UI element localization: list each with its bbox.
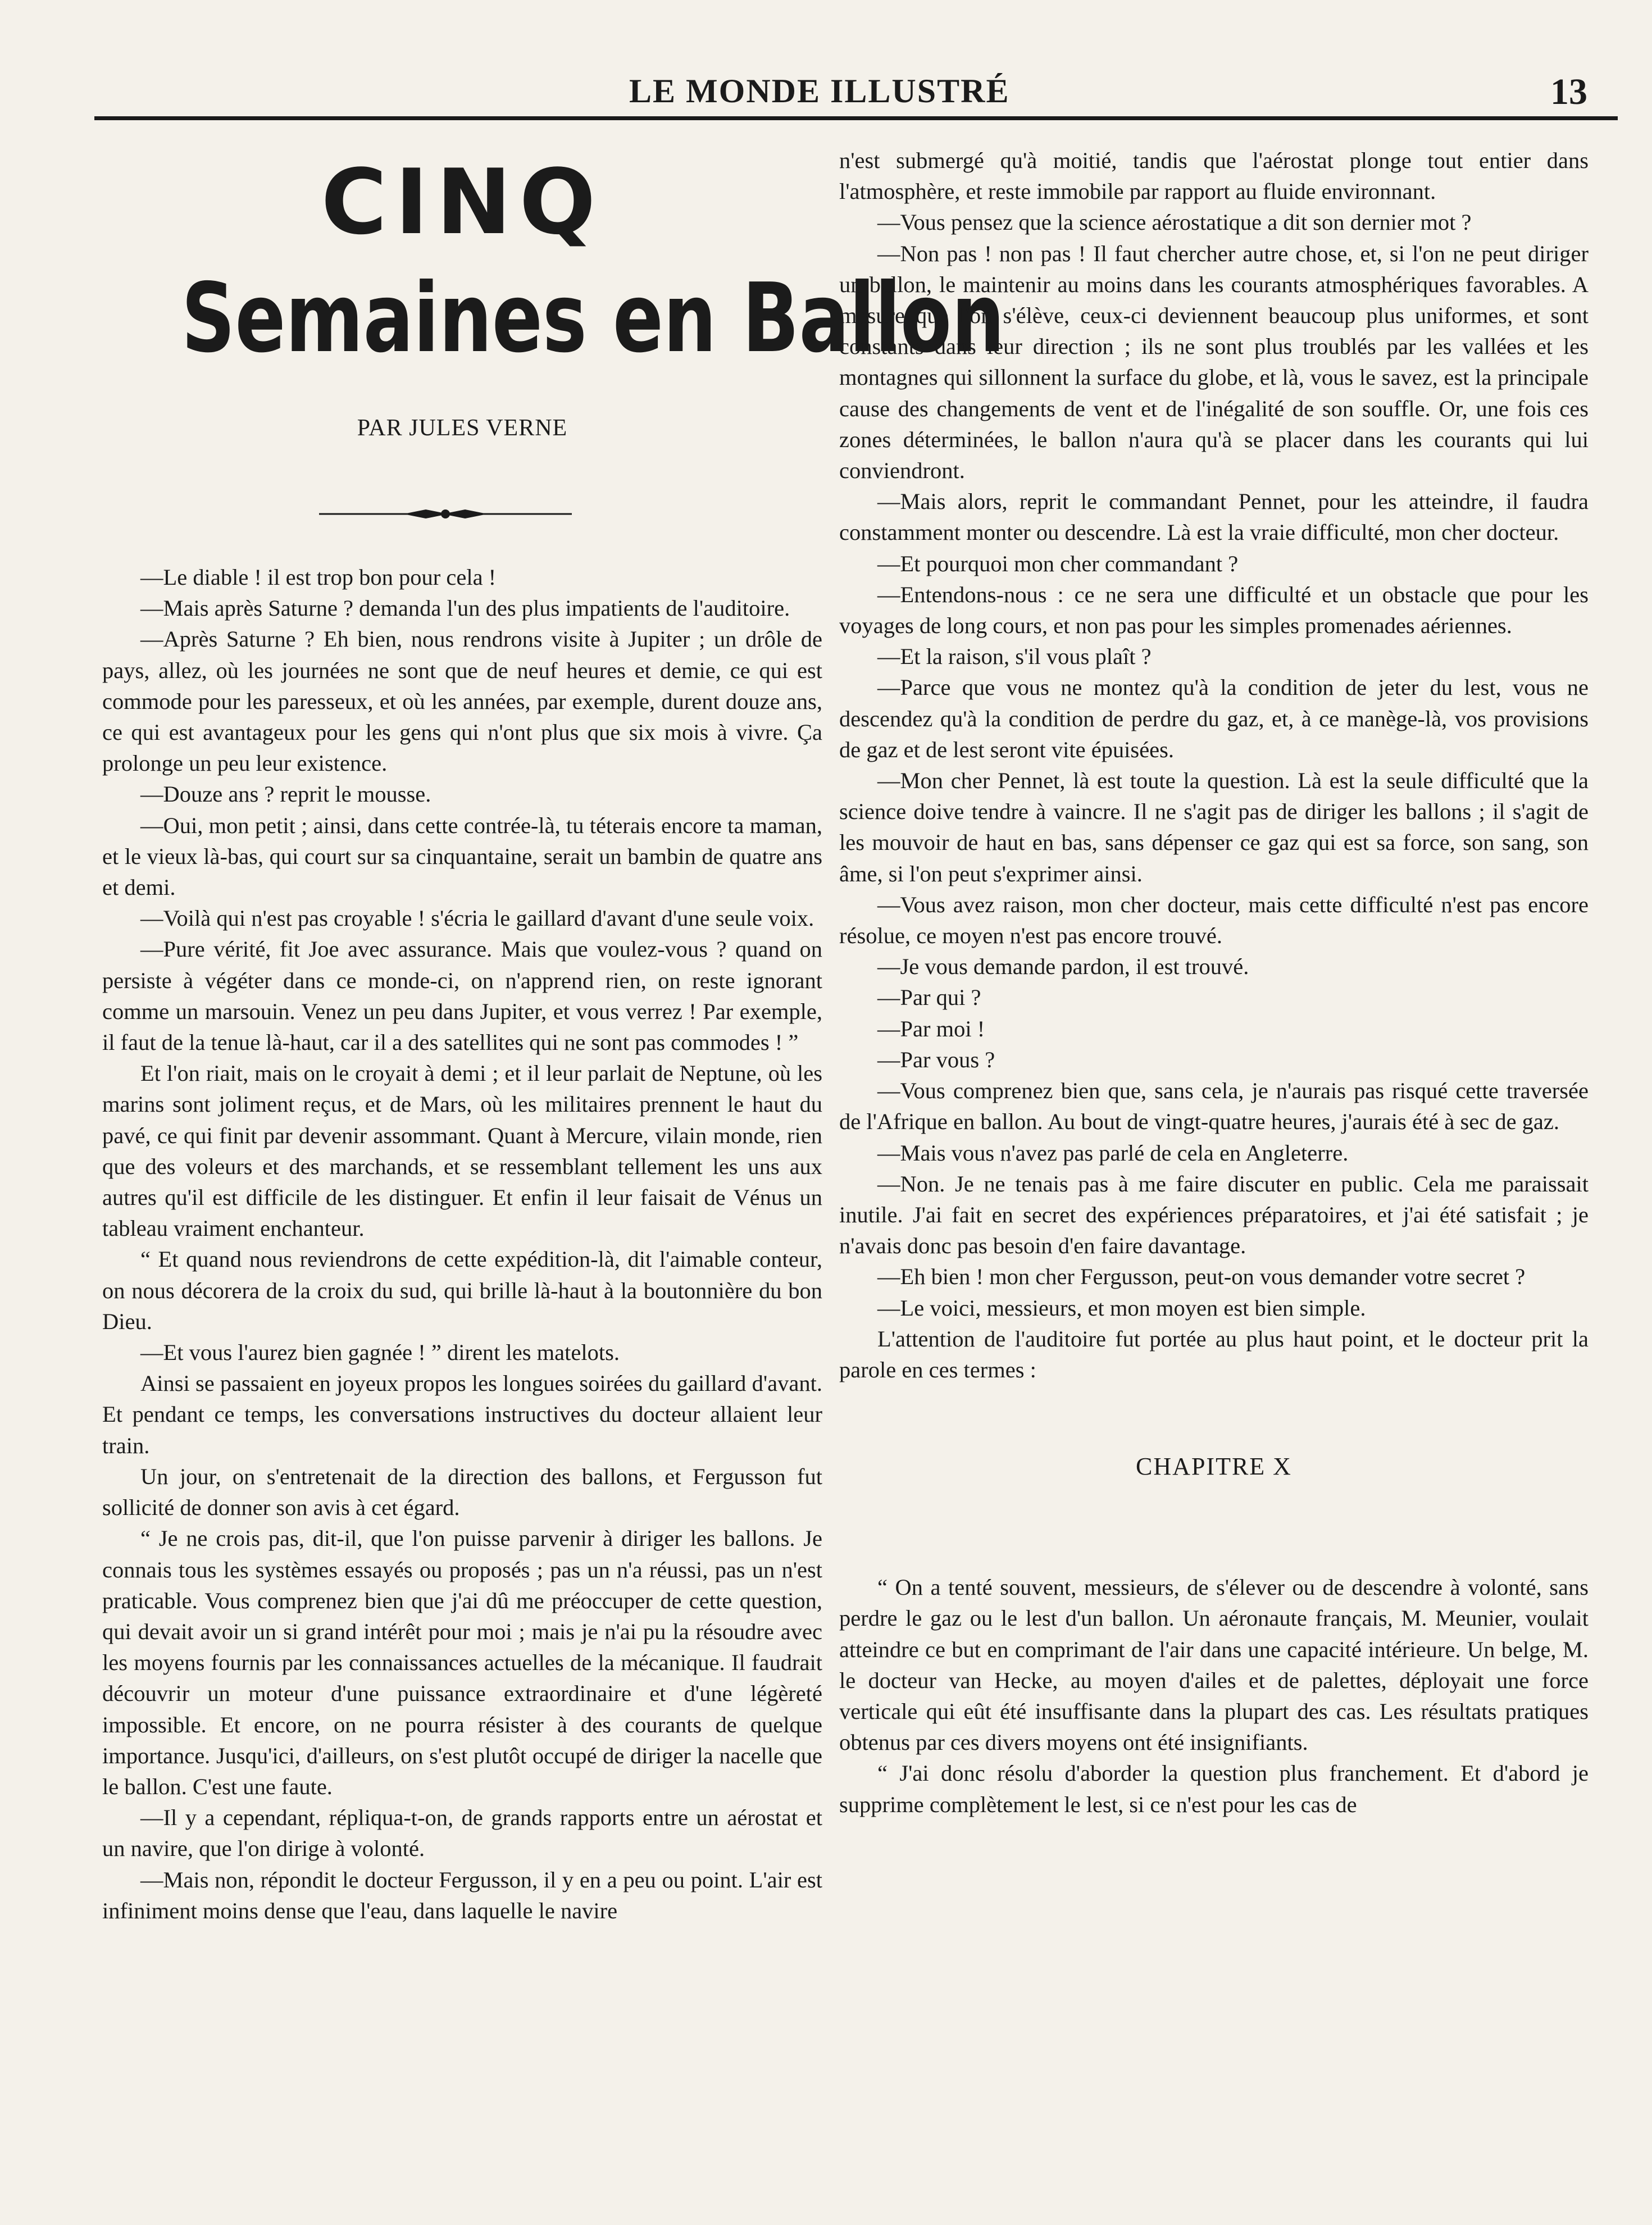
paragraph: Et l'on riait, mais on le croyait à demi ; et il leur parlait de Neptune, où les marins sont joliment reçus, et de Mars, où les militaires prennent le haut du pavé, ce qui finit par devenir assommant. Quant à Mercure, vilain monde, rien que des voleurs et des marchands, et se ressemblant tellement les uns aux autres qu'il est difficile de les distinguer. Et enfin il leur faisait de Vénus un tableau vraiment enchanteur.	[102, 1061, 822, 1241]
left-column-text	[102, 562, 822, 1926]
title-line-main: Semaines en Ballon	[181, 263, 1005, 374]
paragraph: n'est submergé qu'à moitié, tandis que l'aérostat plonge tout entier dans l'atmosphère, et reste immobile par rapport au fluide environnant.	[839, 148, 1589, 204]
paragraph: —Parce que vous ne montez qu'à la condition de jeter du lest, vous ne descendez qu'à la condition de perdre du gaz, et, à ce manège-là, vos provisions de gaz et de lest seront vite épuisées.	[839, 675, 1589, 762]
paragraph: “ Je ne crois pas, dit-il, que l'on puisse parvenir à diriger les ballons. Je connais tous les systèmes essayés ou proposés ; pas un n'a réussi, pas un n'est praticable. Vous comprenez bien que j'ai dû me préoccuper de cette question, qui devait avoir un si grand intérêt pour moi ; mais je n'ai pu la résoudre avec les moyens fournis par les connaissances actuelles de la mécanique. Il faudrait découvrir un moteur d'une puissance extraordinaire et d'une légèreté impossible. Et encore, on ne pourra résister à des courants de quelque importance. Jusqu'ici, d'ailleurs, on s'est plutôt occupé de diriger la nacelle que le ballon. C'est une faute.	[102, 1526, 822, 1799]
paragraph: —Vous pensez que la science aérostatique a dit son dernier mot ?	[877, 210, 1472, 235]
paragraph: —Il y a cependant, répliqua-t-on, de grands rapports entre un aérostat et un navire, que l'on dirige à volonté.	[102, 1805, 822, 1862]
paragraph: Un jour, on s'entretenait de la direction des ballons, et Fergusson fut sollicité de donner son avis à cet égard.	[102, 1463, 822, 1521]
paragraph: —Douze ans ? reprit le mousse.	[140, 781, 431, 807]
byline: PAR JULES VERNE	[357, 415, 568, 441]
paragraph: —Mais non, répondit le docteur Fergusson, il y en a peu ou point. L'air est infiniment moins dense que l'eau, dans laquelle le navire	[102, 1867, 822, 1923]
paragraph: —Non pas ! non pas ! Il faut chercher autre chose, et, si l'on ne peut diriger un ballon, le maintenir au moins dans les courants atmosphériques favorables. A mesure que l'on s'élève, ceux-ci deviennent beaucoup plus uniformes, et sont constants dans leur direction ; ils ne sont plus troublés par les vallées et les montagnes qui sillonnent la surface du globe, et là, vous le savez, est la principale cause des changements de vent et de l'inégalité de son souffle. Or, une fois ces zones déterminées, le ballon n'aura qu'à se placer dans les courants qui lui conviendront.	[839, 240, 1589, 484]
paragraph: —Et pourquoi mon cher commandant ?	[877, 550, 1239, 576]
paragraph: “ On a tenté souvent, messieurs, de s'élever ou de descendre à volonté, sans perdre le gaz ou le lest d'un ballon. Un aéronaute français, M. Meunier, voulait atteindre ce but en comprimant de l'air dans une capacité intérieure. Un belge, M. le docteur van Hecke, au moyen d'ailes et de palettes, déployait une force verticale qui eût été insuffisante dans la plupart des cas. Les résultats pratiques obtenus par ces divers moyens ont été insignifiants.	[839, 1575, 1589, 1755]
paragraph: —Mais alors, reprit le commandant Pennet, pour les atteindre, il faudra constamment monter ou descendre. Là est la vraie difficulté, mon cher docteur.	[839, 489, 1589, 545]
paragraph: —Entendons-nous : ce ne sera une difficulté et un obstacle que pour les voyages de long cours, et non pas pour les simples promenades aériennes.	[839, 581, 1589, 639]
chapter-title: CHAPITRE X	[1136, 1453, 1292, 1481]
page-number: 13	[1550, 71, 1587, 112]
paragraph: L'attention de l'auditoire fut portée au plus haut point, et le docteur prit la parole en ces termes :	[839, 1326, 1589, 1382]
paragraph: —Eh bien ! mon cher Fergusson, peut-on vous demander votre secret ?	[877, 1264, 1526, 1290]
paragraph: —Je vous demande pardon, il est trouvé.	[877, 954, 1249, 980]
paragraph: “ J'ai donc résolu d'aborder la question plus franchement. Et d'abord je supprime complètement le lest, si ce n'est pour les cas de	[839, 1760, 1589, 1817]
paragraph: —Mon cher Pennet, là est toute la question. Là est la seule difficulté que la science doive tendre à vaincre. Il ne s'agit pas de diriger les ballons ; il s'agit de les mouvoir de haut en bas, sans dépenser ce gaz qui est sa force, son sang, son âme, si l'on peut s'exprimer ainsi.	[839, 768, 1589, 886]
right-column-text	[839, 145, 1589, 1820]
journal-title: LE MONDE ILLUSTRÉ	[629, 72, 1010, 110]
chapter-spacer	[839, 1385, 1589, 1448]
paragraph: —Pure vérité, fit Joe avec assurance. Mais que voulez-vous ? quand on persiste à végéter dans ce monde-ci, on n'apprend rien, on reste ignorant comme un marsouin. Venez un peu dans Jupiter, et vous verrez ! Par exemple, il faut de la tenue là-haut, car il a des satellites qui ne sont pas commodes ! ”	[102, 936, 822, 1055]
paragraph: —Par moi !	[877, 1016, 985, 1041]
paragraph: —Vous avez raison, mon cher docteur, mais cette difficulté n'est pas encore résolue, ce moyen n'est pas encore trouvé.	[839, 891, 1589, 949]
paragraph: —Oui, mon petit ; ainsi, dans cette contrée-là, tu téterais encore ta maman, et le vieux là-bas, qui court sur sa cinquantaine, serait un bambin de quatre ans et demi.	[102, 812, 822, 900]
paragraph: Ainsi se passaient en joyeux propos les longues soirées du gaillard d'avant. Et pendant ce temps, les conversations instructives du docteur allaient leur train.	[102, 1371, 822, 1458]
paragraph: —Le diable ! il est trop bon pour cela !	[140, 565, 497, 590]
paragraph: —Et vous l'aurez bien gagnée ! ” dirent les matelots.	[140, 1340, 620, 1366]
paragraph: —Non. Je ne tenais pas à me faire discuter en public. Cela me paraissait inutile. J'ai fait en secret des expériences préparatoires, et j'ai été satisfait ; je n'avais donc pas besoin d'en faire davantage.	[839, 1171, 1589, 1259]
paragraph: —Voilà qui n'est pas croyable ! s'écria le gaillard d'avant d'une seule voix.	[140, 906, 814, 931]
paragraph: “ Et quand nous reviendrons de cette expédition-là, dit l'aimable conteur, on nous décorera de la croix du sud, qui brille là-haut à la boutonnière du bon Dieu.	[102, 1246, 822, 1334]
title-block	[102, 146, 1005, 562]
paragraph: —Le voici, messieurs, et mon moyen est bien simple.	[877, 1295, 1366, 1321]
right-column	[839, 145, 1589, 1820]
chapter-spacer	[839, 1527, 1589, 1572]
ornament-rule-icon	[319, 506, 572, 522]
running-head	[0, 0, 1652, 129]
paragraph: —Mais après Saturne ? demanda l'un des plus impatients de l'auditoire.	[140, 595, 790, 621]
paragraph: —Mais vous n'avez pas parlé de cela en Angleterre.	[877, 1140, 1349, 1166]
paragraph: —Par vous ?	[877, 1046, 995, 1072]
paragraph: —Vous comprenez bien que, sans cela, je n'aurais pas risqué cette traversée de l'Afrique en ballon. Au bout de vingt-quatre heures, j'aurais été à sec de gaz.	[839, 1078, 1589, 1135]
paragraph: —Et la raison, s'il vous plaît ?	[877, 644, 1152, 670]
paragraph: —Après Saturne ? Eh bien, nous rendrons visite à Jupiter ; un drôle de pays, allez, où les journées ne sont que de neuf heures et demie, ce qui est commode pour les paresseux, et où les années, par exemple, durent douze ans, ce qui est avantageux pour les gens qui n'ont plus que six mois à vivre. Ça prolonge un peu leur existence.	[102, 626, 822, 776]
title-line-cinq: CINQ	[321, 149, 604, 254]
paragraph: —Par qui ?	[877, 985, 981, 1011]
header-rule	[94, 116, 1618, 120]
